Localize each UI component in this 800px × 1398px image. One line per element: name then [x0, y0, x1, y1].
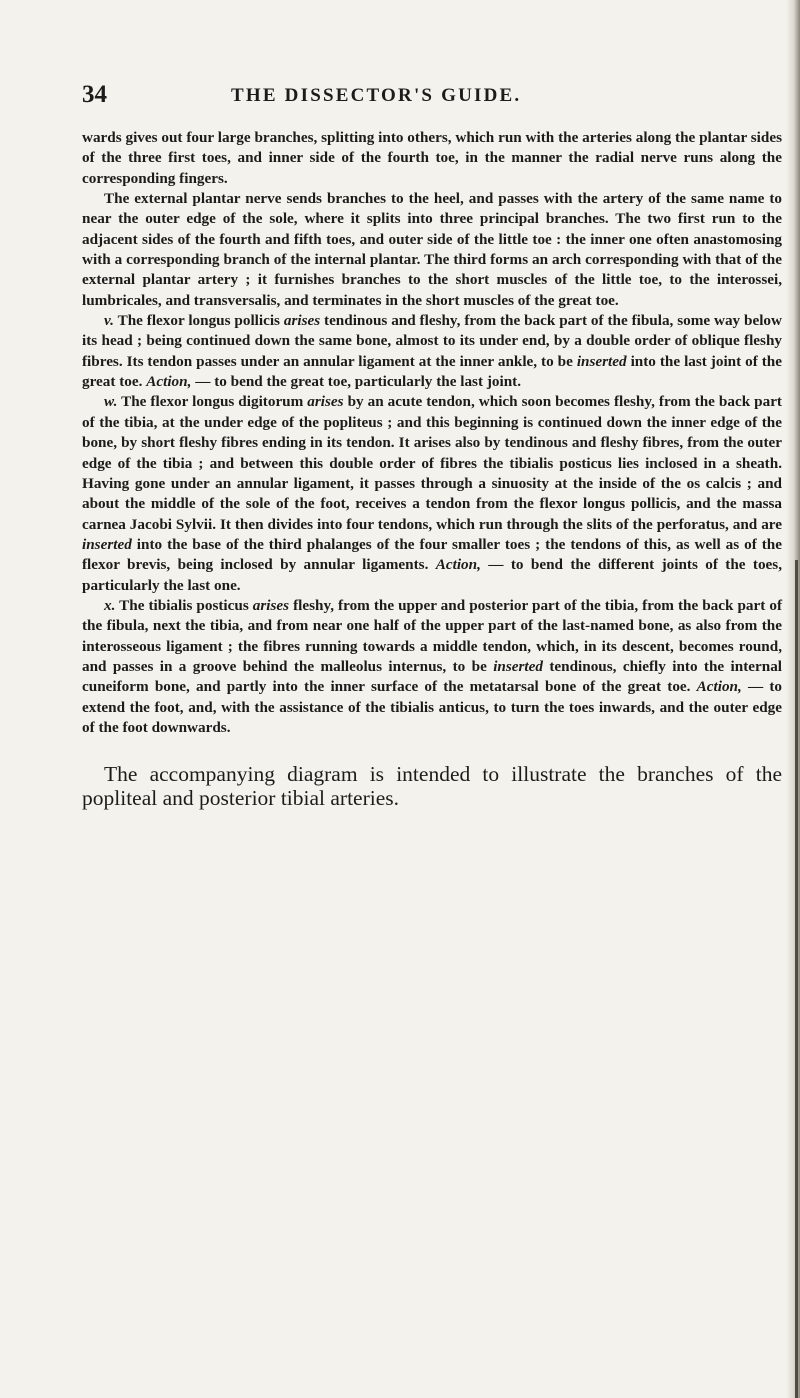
paragraph-plantar-branches [82, 128, 782, 189]
text-run: tendinous and fleshy, from the back part of the fibula, some way below its head ; being continued down the same bone, almost to its under end, by a double order of oblique fleshy fibres. Its tendon passes under an annular ligament at the inner ankle, to be [82, 312, 782, 370]
text-run: by an acute tendon, which soon becomes fleshy, from the back part of the tibia, at the under edge of the popliteus ; and this beginning is continued down the inner edge of the bone, by short fleshy fibres ending in its tendon. It arises also by tendinous and fleshy fibres, from the outer edge of the tibia ; and between this double order of fibres the tibialis posticus lies inclosed in a sheath. Having gone under an annular ligament, it passes through a sinuosity at the inside of the os calcis ; and about the middle of the sole of the foot, receives a tendon from the flexor longus pollicis, and the massa carnea Jacobi Sylvii. It then divides into four tendons, which run through the slits of the perforatus, and are [82, 393, 782, 533]
italic-term: inserted [576, 352, 627, 370]
text-run: The flexor longus digitorum [117, 393, 308, 411]
text-run: tendinous, chiefly into the internal cuneiform bone, and partly into the inner surface of the metatarsal bone of the great toe. [82, 657, 783, 696]
text-run: — to extend the foot, and, with the assistance of the tibialis anticus, to turn the toes inwards, and the outer edge of the foot downwards. [82, 678, 782, 736]
italic-term: Action, [146, 373, 192, 391]
italic-term: Action, [435, 556, 481, 574]
italic-term: arises [252, 596, 290, 614]
text-run: into the last joint of the great toe. [82, 352, 782, 391]
text-run: — to bend the different joints of the toes, particularly the last one. [82, 556, 782, 594]
paragraph-external-plantar-nerve [82, 189, 782, 311]
page-header [82, 80, 782, 110]
italic-term: inserted [493, 657, 543, 675]
paragraph-flexor-longus-pollicis [82, 311, 782, 392]
italic-term: w. [104, 393, 118, 411]
italic-term: arises [307, 393, 344, 411]
page-number: 34 [82, 81, 107, 108]
italic-term: v. [104, 312, 114, 330]
text-run: The flexor longus pollicis [113, 312, 284, 330]
italic-term: inserted [82, 535, 132, 553]
closing-note [82, 762, 782, 810]
italic-term: x. [104, 596, 116, 614]
text-run: into the base of the third phalanges of the four smaller toes ; the tendons of this, as well as of the flexor brevis, being inclosed by annular ligaments. [82, 535, 782, 574]
body-text [82, 128, 782, 738]
closing-paragraph: The accompanying diagram is intended to illustrate the branches of the popliteal and posterior tibial arteries. [82, 762, 782, 810]
text-run: — to bend the great toe, particularly the last joint. [191, 373, 521, 391]
text-run: The external plantar nerve sends branches to the heel, and passes with the artery of the same name to near the outer edge of the sole, where it splits into three principal branches. The two first run to the adjacent sides of the fourth and fifth toes, and outer side of the little toe : the inner one often anastomosing with a corresponding branch of the internal plantar. The third forms an arch corresponding with that of the external plantar artery ; it furnishes branches to the short muscles of the little toe, to the interossei, lumbricales, and transversalis, and terminates in the short muscles of the great toe. [82, 190, 782, 309]
italic-term: arises [283, 312, 321, 330]
paragraph-tibialis-posticus [82, 596, 782, 738]
running-head: THE DISSECTOR'S GUIDE. [231, 85, 522, 106]
text-run: fleshy, from the upper and posterior part of the tibia, from the back part of the fibula, next the tibia, and from near one half of the upper part of the last-named bone, as also from the interosseous ligament ; the fibres running towards a middle tendon, which, in its descent, becomes round, and passes in a groove behind the malleolus internus, to be [82, 596, 783, 675]
text-run: The tibialis posticus [115, 596, 253, 614]
italic-term: Action, [696, 678, 742, 696]
text-run: wards gives out four large branches, splitting into others, which run with the arteries along the plantar sides of the three first toes, and inner side of the fourth toe, in the manner the radial nerve runs along the corresponding fingers. [82, 129, 782, 187]
page-edge-line [795, 560, 798, 1398]
paragraph-flexor-longus-digitorum [82, 392, 782, 595]
